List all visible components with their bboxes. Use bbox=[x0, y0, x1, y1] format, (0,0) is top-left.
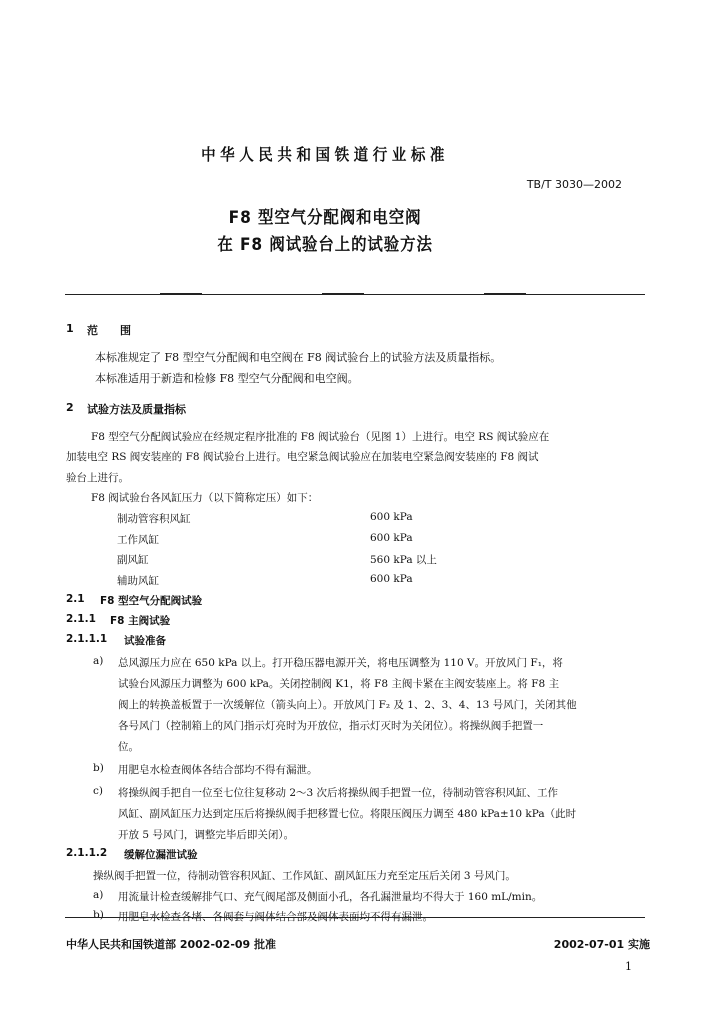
list-item-line: 试验台风源压力调整为 600 kPa。关闭控制阀 K1，将 F8 主阀卡紧在主阀安装座上。将 F8 主 bbox=[118, 678, 560, 690]
page-number: 1 bbox=[625, 960, 632, 973]
pressure-item-name: 副风缸 bbox=[117, 554, 149, 566]
section-1-paragraph-1: 本标准规定了 F8 型空气分配阀和电空阀在 F8 阀试验台上的试验方法及质量指标。 bbox=[95, 351, 502, 364]
footer-divider bbox=[65, 917, 645, 918]
list-item-line: 总风源压力应在 650 kPa 以上。打开稳压器电源开关，将电压调整为 110 V。开放风门 F₁，将 bbox=[118, 657, 563, 669]
section-2-1-1-2-title: 缓解位漏泄试验 bbox=[124, 849, 198, 861]
document-title-line1: F8 型空气分配阀和电空阀 bbox=[228, 208, 422, 228]
pressure-item-name: 辅助风缸 bbox=[117, 575, 159, 587]
list-item-line: 将操纵阀手把自一位至七位往复移动 2～3 次后将操纵阀手把置一位，待制动管容积风缸、工作 bbox=[118, 787, 559, 799]
implementation-date: 2002-07-01 实施 bbox=[553, 938, 650, 951]
list-label: a) bbox=[93, 889, 104, 901]
pressure-item-name: 工作风缸 bbox=[117, 534, 159, 546]
section-1-title: 范 围 bbox=[87, 324, 131, 337]
list-label: a) bbox=[93, 655, 104, 667]
list-item-line: 位。 bbox=[118, 741, 139, 753]
section-2-1-1-2-number: 2.1.1.2 bbox=[66, 847, 108, 859]
list-item-line: 风缸、副风缸压力达到定压后将操纵阀手把移置七位。将限压阀压力调至 480 kPa±10 kPa（此时 bbox=[118, 808, 577, 820]
section-1-number: 1 bbox=[66, 322, 74, 335]
list-item-line: 用肥皂水检查各堵、各阀套与阀体结合部及阀体表面均不得有漏泄。 bbox=[118, 911, 433, 923]
list-item-line: 用流量计检查缓解排气口、充气阀尾部及侧面小孔，各孔漏泄量均不得大于 160 mL/min。 bbox=[118, 891, 543, 903]
header-divider-mark-2 bbox=[322, 293, 364, 295]
list-label: b) bbox=[93, 909, 104, 921]
list-label: c) bbox=[93, 785, 103, 797]
section-2-number: 2 bbox=[66, 401, 74, 414]
section-2-title: 试验方法及质量指标 bbox=[87, 403, 186, 416]
approval-line: 中华人民共和国铁道部 2002-02-09 批准 bbox=[66, 938, 277, 951]
list-item-line: 开放 5 号风门，调整完毕后即关闭）。 bbox=[118, 829, 295, 841]
section-1-paragraph-2: 本标准适用于新造和检修 F8 型空气分配阀和电空阀。 bbox=[95, 372, 359, 385]
section-2-1-1-title: F8 主阀试验 bbox=[110, 615, 171, 627]
section-2-paragraph-line: 验台上进行。 bbox=[66, 472, 129, 484]
standard-code: TB/T 3030—2002 bbox=[526, 178, 622, 191]
section-2-1-title: F8 型空气分配阀试验 bbox=[100, 595, 203, 607]
pressure-item-value: 600 kPa bbox=[370, 573, 413, 585]
pressure-intro: F8 阀试验台各风缸压力（以下简称定压）如下： bbox=[91, 492, 319, 504]
pressure-item-value: 560 kPa 以上 bbox=[370, 554, 437, 566]
section-2-1-1-2-intro: 操纵阀手把置一位，待制动管容积风缸、工作风缸、副风缸压力充至定压后关闭 3 号风门。 bbox=[93, 870, 516, 882]
section-2-paragraph-line: F8 型空气分配阀试验应在经规定程序批准的 F8 阀试验台（见图 1）上进行。电空 RS 阀试验应在 bbox=[91, 431, 550, 443]
pressure-item-name: 制动管容积风缸 bbox=[117, 513, 191, 525]
section-2-1-1-number: 2.1.1 bbox=[66, 613, 96, 625]
list-item-line: 阀上的转换盖板置于一次缓解位（箭头向上）。开放风门 F₂ 及 1、2、3、4、13 号风门，关闭其他 bbox=[118, 699, 577, 711]
section-2-1-number: 2.1 bbox=[66, 593, 85, 605]
list-label: b) bbox=[93, 762, 104, 774]
section-2-paragraph-line: 加装电空 RS 阀安装座的 F8 阀试验台上进行。电空紧急阀试验应在加装电空紧急阀安装座的 F8 阀试 bbox=[66, 451, 539, 463]
section-2-1-1-1-title: 试验准备 bbox=[124, 635, 166, 647]
list-item-line: 用肥皂水检查阀体各结合部均不得有漏泄。 bbox=[118, 764, 318, 776]
document-title-line2: 在 F8 阀试验台上的试验方法 bbox=[217, 235, 433, 255]
section-2-1-1-1-number: 2.1.1.1 bbox=[66, 633, 108, 645]
header-divider-mark-1 bbox=[160, 293, 202, 295]
header-divider-mark-3 bbox=[484, 293, 526, 295]
org-standard-heading: 中华人民共和国铁道行业标准 bbox=[201, 145, 450, 164]
pressure-item-value: 600 kPa bbox=[370, 532, 413, 544]
pressure-item-value: 600 kPa bbox=[370, 511, 413, 523]
list-item-line: 各号风门（控制箱上的风门指示灯亮时为开放位，指示灯灭时为关闭位）。将操纵阀手把置一 bbox=[118, 720, 544, 732]
